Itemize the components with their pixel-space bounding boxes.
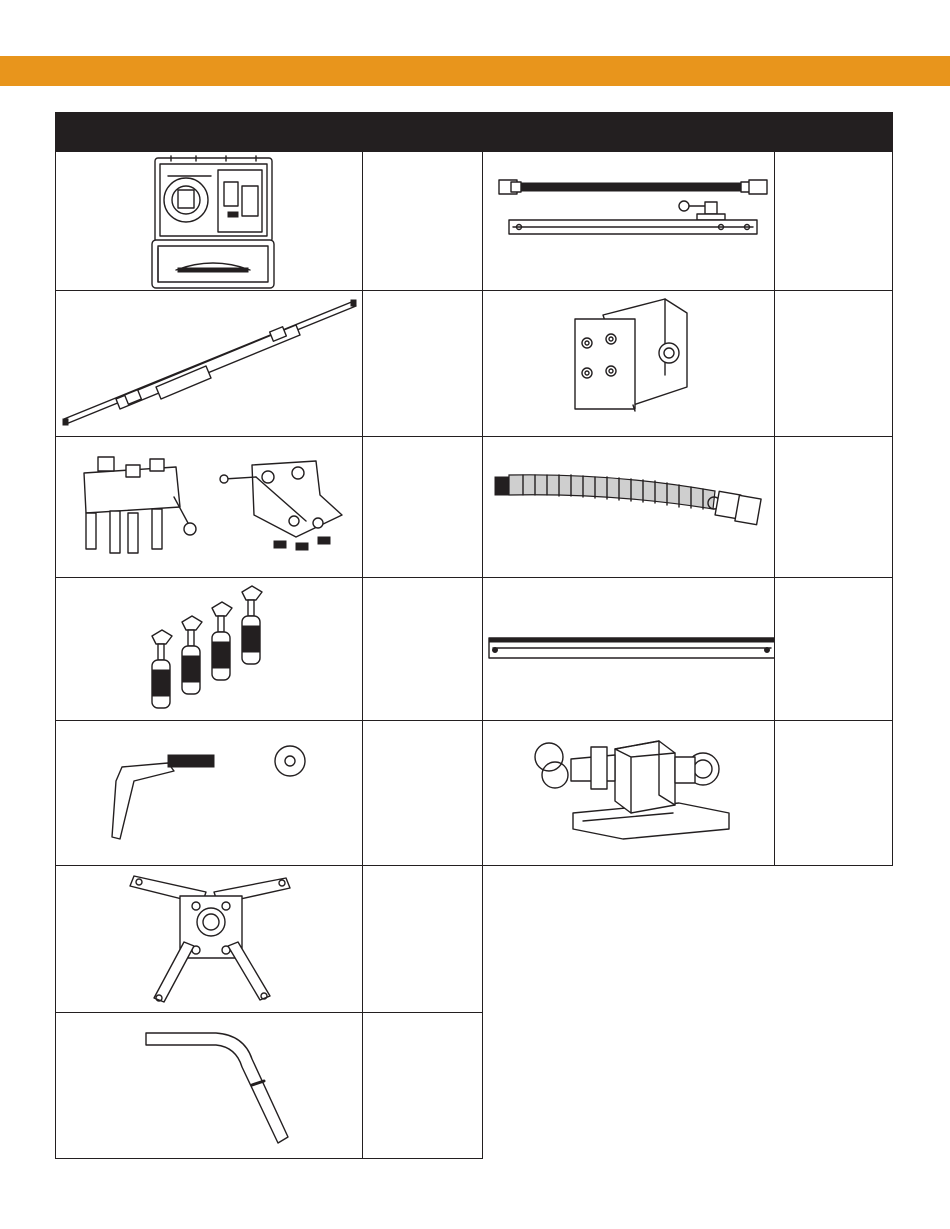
spider-bracket-icon [56, 866, 362, 1012]
table-row-4-right-qty [774, 577, 893, 721]
table-row-4-right-image [482, 577, 775, 721]
table-row-4-left-qty [362, 577, 483, 721]
header-cell-qty-right [774, 112, 893, 151]
table-row-1-left-image [55, 151, 363, 291]
knob-pin-3 [212, 602, 232, 680]
table-row-4-left-image [55, 577, 363, 721]
knob-pin-1 [152, 630, 172, 708]
table-row-3-left-image [55, 436, 363, 578]
table-row-5-right-qty [774, 720, 893, 866]
table-row-1-right-image [482, 151, 775, 291]
carry-case-icon [56, 152, 362, 290]
extension-pole-icon [56, 291, 362, 436]
header-cell-item-left [55, 112, 363, 151]
table-row-5-left-qty [362, 720, 483, 866]
knob-pins-icon [56, 578, 362, 720]
swivel-mount-icon [483, 721, 774, 865]
bent-tube-icon [56, 1013, 362, 1158]
header-cell-qty-left [362, 112, 483, 151]
knob-pin-4 [242, 586, 262, 664]
table-row-6-left-image [55, 865, 363, 1013]
table-row-2-right-image [482, 290, 775, 437]
strap-and-rail-icon [483, 152, 774, 290]
clamp-brackets-icon [56, 437, 362, 577]
table-row-3-left-qty [362, 436, 483, 578]
flex-hose-icon [483, 437, 774, 577]
table-row-3-right-qty [774, 436, 893, 578]
table-row-2-right-qty [774, 290, 893, 437]
table-row-1-right-qty [774, 151, 893, 291]
table-row-2-left-image [55, 290, 363, 437]
table-row-6-left-qty [362, 865, 483, 1013]
cam-lever-washer-icon [56, 721, 362, 865]
slotted-rail-icon [483, 578, 774, 720]
table-row-7-left-qty [362, 1012, 483, 1159]
table-row-3-right-image [482, 436, 775, 578]
table-row-5-right-image [482, 720, 775, 866]
mount-block-icon [483, 291, 774, 436]
orange-header-bar [0, 56, 950, 86]
table-row-2-left-qty [362, 290, 483, 437]
table-row-1-left-qty [362, 151, 483, 291]
table-row-7-left-image [55, 1012, 363, 1159]
header-cell-item-right [482, 112, 775, 151]
table-row-5-left-image [55, 720, 363, 866]
knob-pin-2 [182, 616, 202, 694]
